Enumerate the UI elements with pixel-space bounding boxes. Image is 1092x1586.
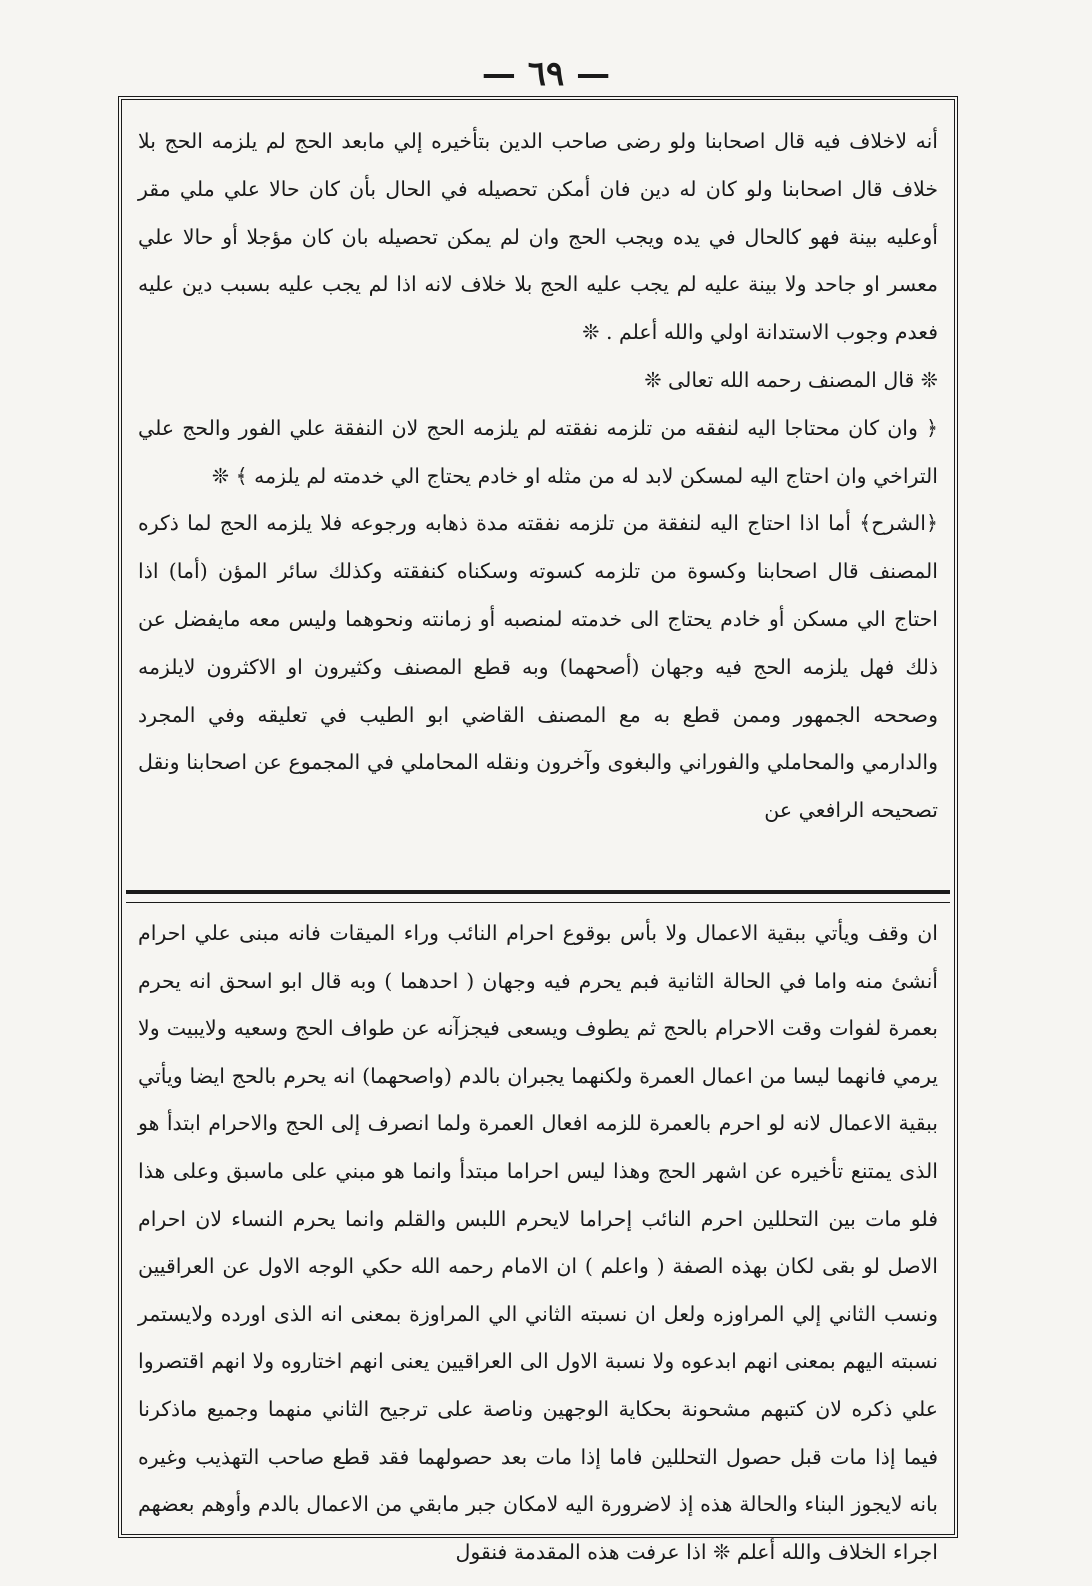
lower-text-section <box>138 910 938 1564</box>
lower-paragraph-1: ان وقف ويأتي ببقية الاعمال ولا بأس بوقوع احرام النائب وراء الميقات فانه مبنى علي احرام أنشئ منه واما في الحالة الثانية فبم يحرم فيه وجهان ( احدهما ) وبه قال ابو اسحق انه يحرم بعمرة لفوات وقت الاحرام بالحج ثم يطوف ويسعى فيجزآنه عن طواف الحج وسعيه ولايبيت ولا يرمي فانهما ليسا من اعمال العمرة ولكنهما يجبران بالدم (واصحهما) انه يحرم بالحج ايضا ويأتي ببقية الاعمال لانه لو احرم بالعمرة للزمه افعال العمرة ولما انصرف إلى الحج والاحرام ابتدأ هو الذى يمتنع تأخيره عن اشهر الحج وهذا ليس احراما مبتدأ وانما هو مبني على ماسبق وعلى هذا فلو مات بين التحللين احرم النائب إحراما لايحرم اللبس والقلم وانما يحرم النساء لان احرام الاصل لو بقى لكان بهذه الصفة ( واعلم ) ان الامام رحمه الله حكي الوجه الاول عن العراقيين ونسب الثاني إلي المراوزه ولعل ان نسبته الثاني الي المراوزة بمعنى انه الذى اورده ولايستمر نسبته اليهم بمعنى انهم ابدعوه ولا نسبة الاول الى العراقيين يعنى انهم اختاروه ولا انهم اقتصروا علي ذكره لان كتبهم مشحونة بحكاية الوجهين وناصة على ترجيح الثاني منهما وجميع ماذكرنا فيما إذا مات قبل حصول التحللين فاما إذا مات بعد حصولهما فقد قطع صاحب التهذيب وغيره بانه لايجوز البناء والحالة هذه إذ لاضرورة اليه لامكان جبر مابقي من الاعمال بالدم وأوهم بعضهم اجراء الخلاف والله أعلم ❊ اذا عرفت هذه المقدمة فنقول <box>138 921 938 1564</box>
upper-paragraph-2: ❊ قال المصنف رحمه الله تعالى ❊ <box>644 367 938 392</box>
upper-text-section <box>138 118 938 883</box>
upper-paragraph-1: أنه لاخلاف فيه قال اصحابنا ولو رضى صاحب الدين بتأخيره إلي مابعد الحج لم يلزمه الحج بلا خلاف قال اصحابنا ولو كان له دين فان أمكن تحصيله في الحال بأن كان حالا علي ملي مقر أوعليه بينة فهو كالحال في يده ويجب الحج وان لم يمكن تحصيله بان كان مؤجلا أو حالا علي معسر او جاحد ولا بينة عليه لم يجب عليه الحج بلا خلاف لانه اذا لم يجب عليه بسبب دين عليه فعدم وجوب الاستدانة اولي والله أعلم . ❊ <box>138 129 938 345</box>
section-separator <box>126 890 950 903</box>
page-frame <box>118 96 958 1564</box>
upper-paragraph-3: ﴿ وان كان محتاجا اليه لنفقه من تلزمه نفقته لم يلزمه الحج لان النفقة علي الفور والحج علي التراخي وان احتاج اليه لمسكن لابد له من مثله او خادم يحتاج الي خدمته لم يلزمه ﴾ ❊ <box>138 415 938 488</box>
upper-paragraph-4: ﴿الشرح﴾ أما اذا احتاج اليه لنفقة من تلزمه نفقته مدة ذهابه ورجوعه فلا يلزمه الحج لما ذكره المصنف قال اصحابنا وكسوة من تلزمه كسوته وسكناه كنفقته وكذلك سائر المؤن (أما) اذا احتاج الي مسكن أو خادم يحتاج الى خدمته لمنصبه أو زمانته ونحوهما وليس معه مايفضل عن ذلك فهل يلزمه الحج فيه وجهان (أصحهما) وبه قطع المصنف وكثيرون او الاكثرون لايلزمه وصححه الجمهور وممن قطع به مع المصنف القاضي ابو الطيب في تعليقه وفي المجرد والدارمي والمحاملي والفوراني والبغوى وآخرون ونقله المحاملي في المجموع عن اصحابنا ونقل تصحيحه الرافعي عن <box>138 511 938 823</box>
page-number: — ٦٩ — <box>481 54 611 94</box>
